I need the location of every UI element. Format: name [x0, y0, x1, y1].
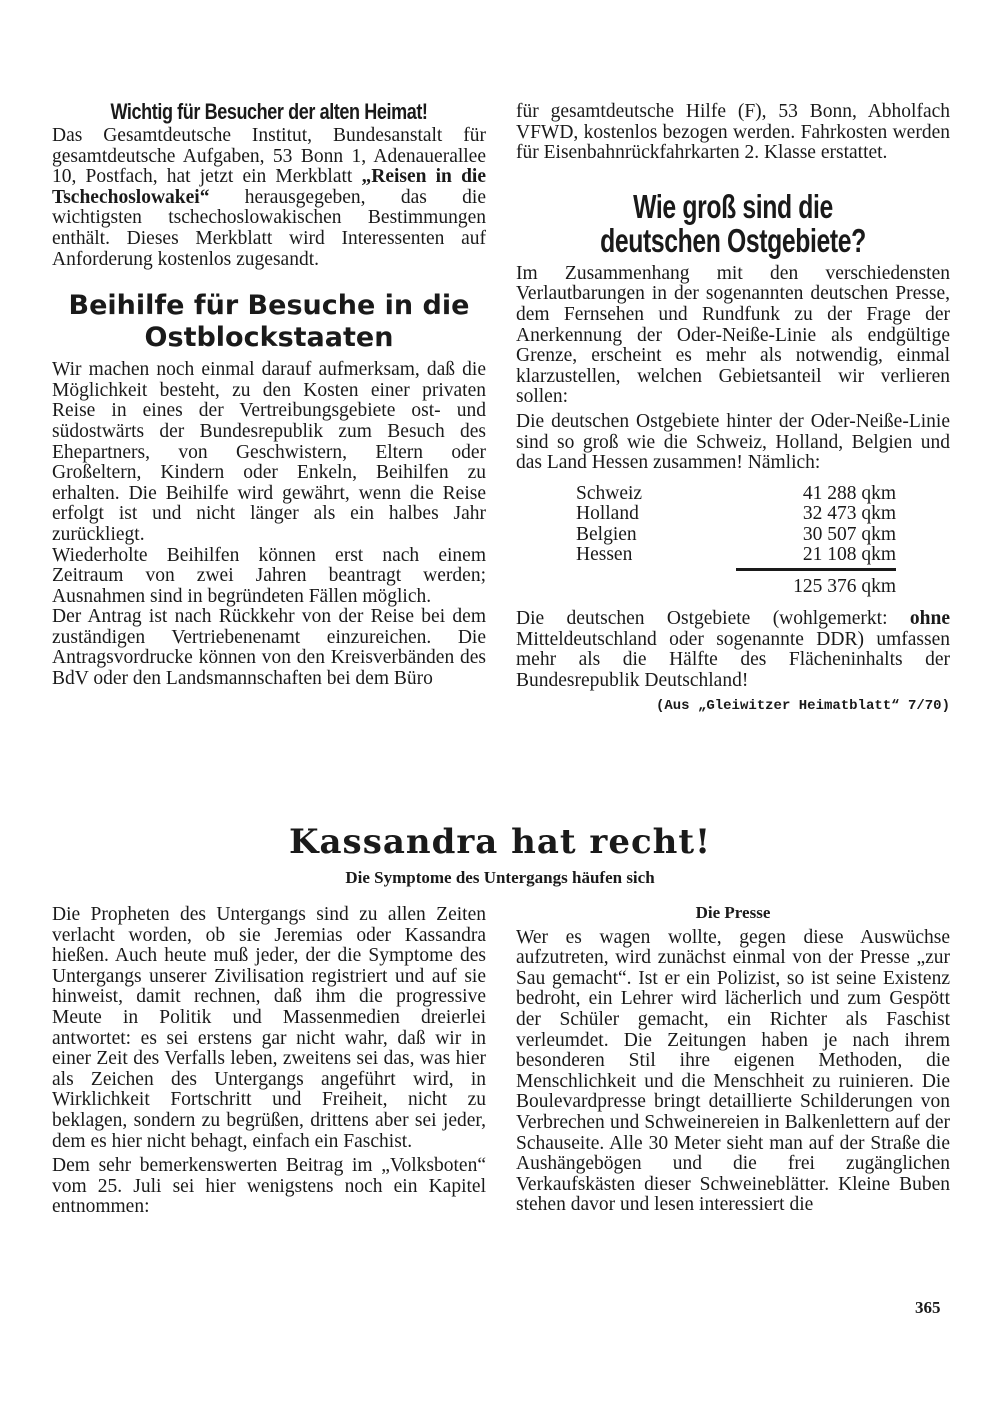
ostgebiete-paragraph: Im Zusammenhang mit den verschiedensten Verlautbarungen in der sogenannten deutschen Presse, dem Fernsehen und Rundfunk zu der Frage der Anerkennung der Oder-Neiße-Linie als endgültige Grenze, erscheint es mehr als notwendig, einmal klarzustellen, welchen Gebietsanteil wir verlieren sollen:: [516, 262, 950, 408]
kassandra-paragraph: Die Propheten des Untergangs sind zu allen Zeiten verlacht worden, ob sie Jeremias oder Kassandra hießen. Auch heute muß jeder, der die Symptome des Untergangs unserer Zivilisation registriert und auf sie hinweist, damit rechnen, daß ihm die progressive Meute in Politik und Massenmedien dreierlei antwortet: es sei erstens gar nicht wahr, daß wir in einer Zeit des Verfalls leben, zweitens sei das, was hier als Zeichen des Untergangs angeführt wird, in Wirklichkeit Fortschritt und Freiheit, nicht zu beklagen, sondern zu begrüßen, drittens aber sei jeder, dem es hier nicht behagt, einfach ein Faschist.: [52, 904, 486, 1152]
article-title-ostgebiete: Wie groß sind die deutschen Ostgebiete?: [600, 187, 866, 259]
table-row: Schweiz 41 288 qkm: [576, 482, 896, 504]
sum-divider: [736, 568, 896, 571]
table-row: Hessen 21 108 qkm: [576, 544, 896, 566]
lower-right-column: [516, 903, 950, 1220]
kassandra-paragraph: Dem sehr bemerkenswerten Beitrag im „Volksboten“ vom 25. Juli sei hier wenigstens noch ein Kapitel entnommen:: [52, 1155, 486, 1218]
page-number: 365: [915, 1298, 941, 1317]
merkblatt-title: „Reisen in die Tschechoslowakei“: [52, 166, 486, 208]
beihilfe-paragraph: Wir machen noch einmal darauf aufmerksam, daß die Möglichkeit besteht, zu den Kosten einer privaten Reise in eines der Vertreibungsgebiete ost- und südostwärts der Bundesrepublik zum Besuch des Ehepartners, von Geschwistern, Eltern oder Großeltern, Kindern oder Enkeln, Beihilfen zu erhalten. Die Beihilfe wird gewährt, wenn die Reise erfolgt ist und nicht länger als ein halbes Jahr zurückliegt.: [52, 359, 486, 545]
area-table: [576, 484, 896, 598]
beihilfe-paragraph-continued: für gesamtdeutsche Hilfe (F), 53 Bonn, Abholfach VFWD, kostenlos bezogen werden. Fahrkosten werden für Eisenbahnrückfahrkarten 2. Klasse erstattet.: [516, 101, 950, 164]
section-heading-presse: Die Presse: [695, 903, 771, 922]
article-title-besucher: Wichtig für Besucher der alten Heimat!: [110, 99, 428, 124]
article-body-besucher: Das Gesamtdeutsche Institut, Bundesanstalt für gesamtdeutsche Aufgaben, 53 Bonn 1, Adenauerallee 10, Postfach, hat jetzt ein Merkblatt „Reisen in die Tschechoslowakei“ herausgegeben, das die wichtigsten tschechoslowakischen Bestimmungen enthält. Dieses Merkblatt wird Interessenten auf Anforderung kostenlos zugesandt.: [52, 125, 486, 270]
source-citation: (Aus „Gleiwitzer Heimatblatt“ 7/70): [655, 697, 950, 714]
beihilfe-paragraph: Wiederholte Beihilfen können erst nach einem Zeitraum von zwei Jahren beantragt werden; Ausnahmen sind in begründeten Fällen möglich.: [52, 544, 486, 607]
article-subtitle-kassandra: Die Symptome des Untergangs häufen sich: [345, 868, 655, 887]
table-row: Belgien 30 507 qkm: [576, 523, 896, 545]
table-row: Holland 32 473 qkm: [576, 503, 896, 525]
upper-right-column: [516, 102, 950, 716]
presse-paragraph: Wer es wagen wollte, gegen diese Auswüchse aufzutreten, wird zunächst einmal von der Presse „zur Sau gemacht“. Ist er ein Polizist, so ist seine Existenz bedroht, ein Lehrer wird lächerlich und zum Gespött der Schüler gemacht, ein Richter als Faschist verleumdet. Die Zeitungen haben je nach ihrem besonderen Stil ihre eigenen Methoden, die Menschlichkeit und die Menschheit zu ruinieren. Die Boulevardpresse bringt detaillierte Schilderungen von Verbrechen und Schweinereien in Balkenlettern auf der Schauseite. Alle 30 Meter sieht man auf der Straße die Aushängebögen und die frei zugänglichen Verkaufskästen dieser Schweineblätter. Kleine Buben stehen davor und lesen interessiert die: [516, 926, 950, 1216]
article-title-beihilfe: Beihilfe für Besuche in die Ostblockstaaten: [68, 290, 470, 354]
lower-left-column: [52, 905, 486, 1222]
table-total-row: 125 376 qkm: [793, 575, 896, 597]
upper-left-column: [52, 100, 486, 690]
article-title-kassandra: Kassandra hat recht!: [288, 822, 712, 862]
ostgebiete-closing: Die deutschen Ostgebiete (wohlgemerkt: ohne Mitteldeutschland oder sogenannte DDR) umfassen mehr als die Hälfte des Flächeninhalts der Bundesrepublik Deutschland!: [516, 608, 950, 691]
beihilfe-paragraph: Der Antrag ist nach Rückkehr von der Reise bei dem zuständigen Vertriebenenamt einzureichen. Die Antragsvordrucke können von den Kreisverbänden des BdV oder den Landsmannschaften bei dem Büro: [52, 606, 486, 690]
ostgebiete-paragraph: Die deutschen Ostgebiete hinter der Oder-Neiße-Linie sind so groß wie die Schweiz, Holland, Belgien und das Land Hessen zusammen! Nämlich:: [516, 410, 950, 474]
